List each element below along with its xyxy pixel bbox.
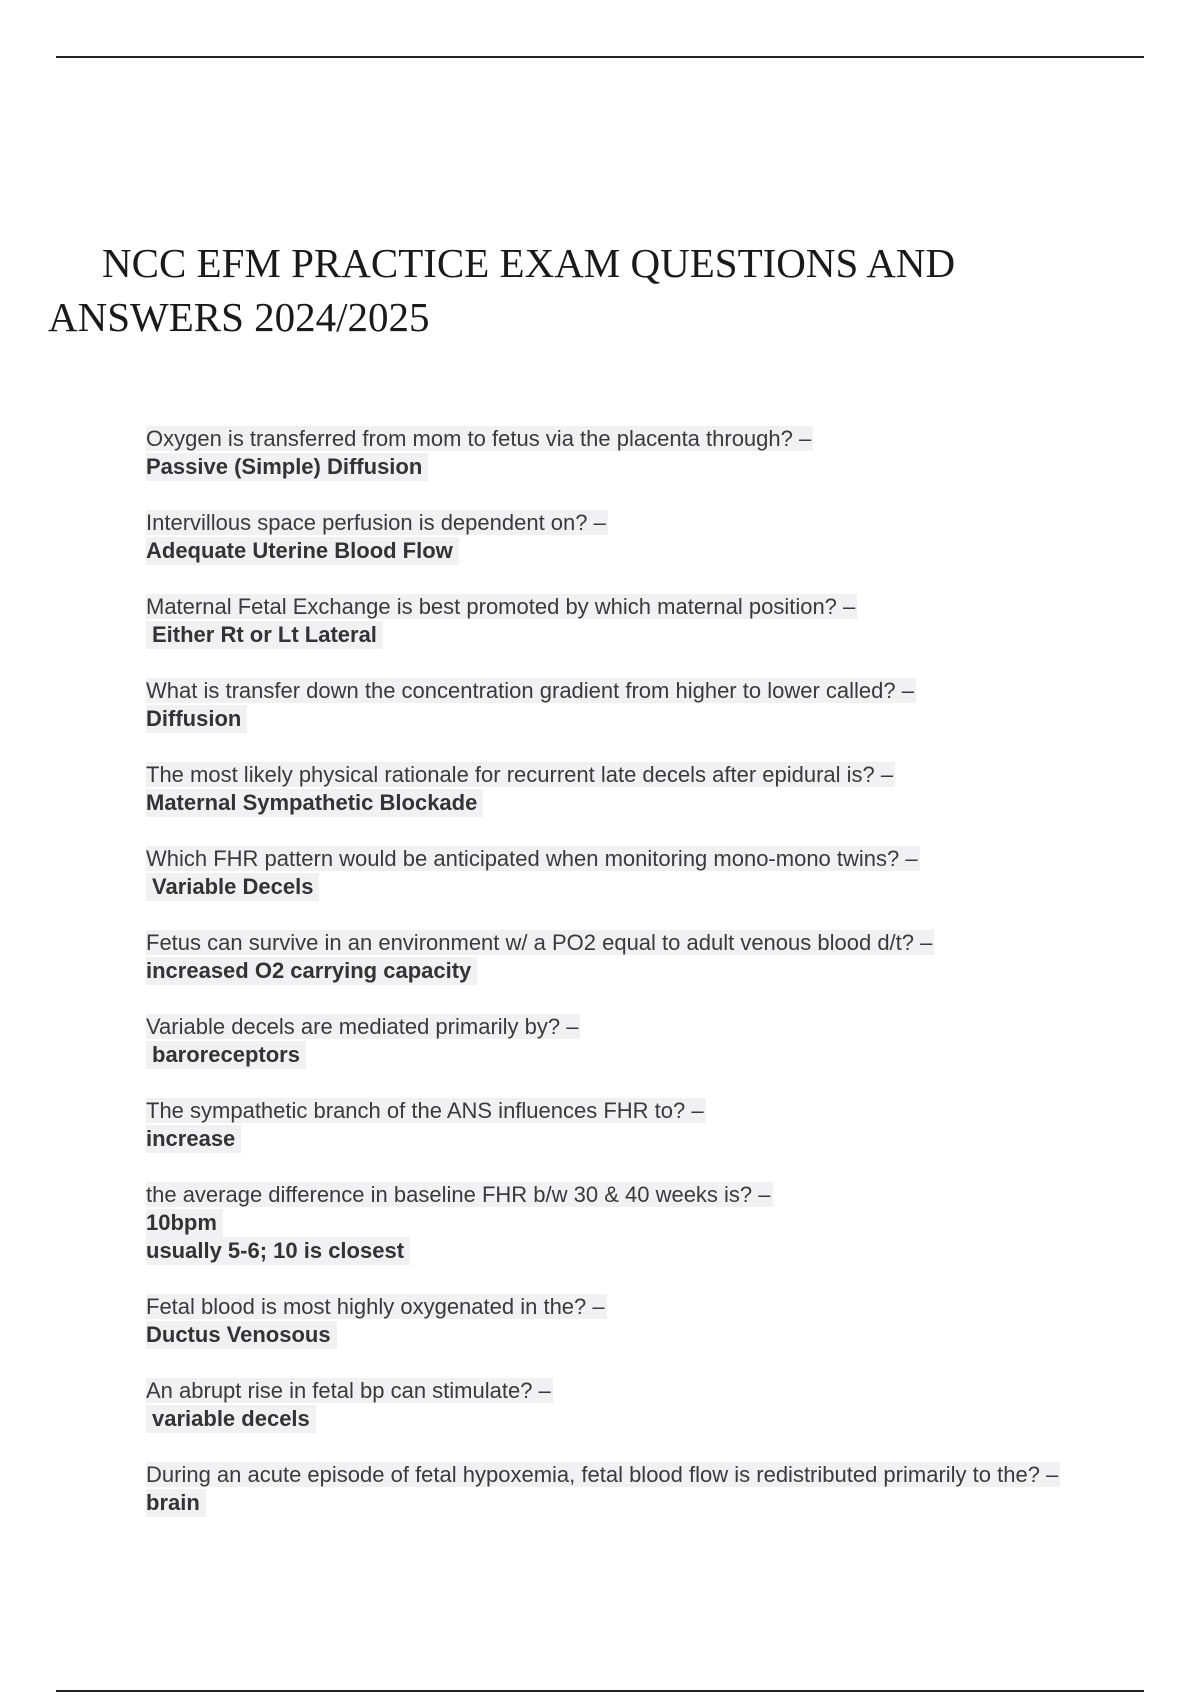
- qa-item-10: [146, 1181, 1086, 1265]
- document-title: NCC EFM PRACTICE EXAM QUESTIONS AND ANSWERS 2024/2025: [48, 240, 956, 340]
- answer-text: Either Rt or Lt Lateral: [146, 621, 383, 649]
- top-divider: [56, 56, 1144, 58]
- answer-text: Passive (Simple) Diffusion: [146, 453, 428, 481]
- question-text: The sympathetic branch of the ANS influences FHR to? –: [146, 1098, 704, 1123]
- question-text: Maternal Fetal Exchange is best promoted by which maternal position? –: [146, 594, 856, 619]
- qa-item-6: [146, 845, 1086, 901]
- qa-item-3: [146, 593, 1086, 649]
- qa-item-11: [146, 1293, 1086, 1349]
- answer-text: increase: [146, 1125, 241, 1153]
- answer-note: usually 5-6; 10 is closest: [146, 1237, 410, 1265]
- question-text: Which FHR pattern would be anticipated when monitoring mono-mono twins? –: [146, 846, 918, 871]
- question-text: What is transfer down the concentration gradient from higher to lower called? –: [146, 678, 914, 703]
- question-text: The most likely physical rationale for recurrent late decels after epidural is? –: [146, 762, 894, 787]
- answer-text: Maternal Sympathetic Blockade: [146, 789, 483, 817]
- question-text: During an acute episode of fetal hypoxemia, fetal blood flow is redistributed primarily to the? –: [146, 1462, 1059, 1487]
- answer-text: Variable Decels: [146, 873, 319, 901]
- answer-text: baroreceptors: [146, 1041, 306, 1069]
- qa-item-9: [146, 1097, 1086, 1153]
- answer-text: brain: [146, 1489, 206, 1517]
- qa-item-12: [146, 1377, 1086, 1433]
- question-text: Oxygen is transferred from mom to fetus via the placenta through? –: [146, 426, 812, 451]
- qa-list: [146, 425, 1086, 1545]
- answer-text: Adequate Uterine Blood Flow: [146, 537, 459, 565]
- answer-text: Ductus Venosous: [146, 1321, 337, 1349]
- bottom-divider: [56, 1690, 1144, 1692]
- qa-item-8: [146, 1013, 1086, 1069]
- question-text: Fetus can survive in an environment w/ a PO2 equal to adult venous blood d/t? –: [146, 930, 933, 955]
- qa-item-7: [146, 929, 1086, 985]
- answer-text: variable decels: [146, 1405, 316, 1433]
- qa-item-4: [146, 677, 1086, 733]
- question-text: An abrupt rise in fetal bp can stimulate? –: [146, 1378, 551, 1403]
- question-text: Intervillous space perfusion is dependent on? –: [146, 510, 606, 535]
- answer-text: Diffusion: [146, 705, 247, 733]
- question-text: Fetal blood is most highly oxygenated in the? –: [146, 1294, 605, 1319]
- question-text: the average difference in baseline FHR b/w 30 & 40 weeks is? –: [146, 1182, 771, 1207]
- qa-item-5: [146, 761, 1086, 817]
- question-text: Variable decels are mediated primarily by? –: [146, 1014, 579, 1039]
- answer-text: 10bpm: [146, 1209, 223, 1237]
- answer-text: increased O2 carrying capacity: [146, 957, 477, 985]
- qa-item-1: [146, 425, 1086, 481]
- qa-item-2: [146, 509, 1086, 565]
- qa-item-13: [146, 1461, 1086, 1517]
